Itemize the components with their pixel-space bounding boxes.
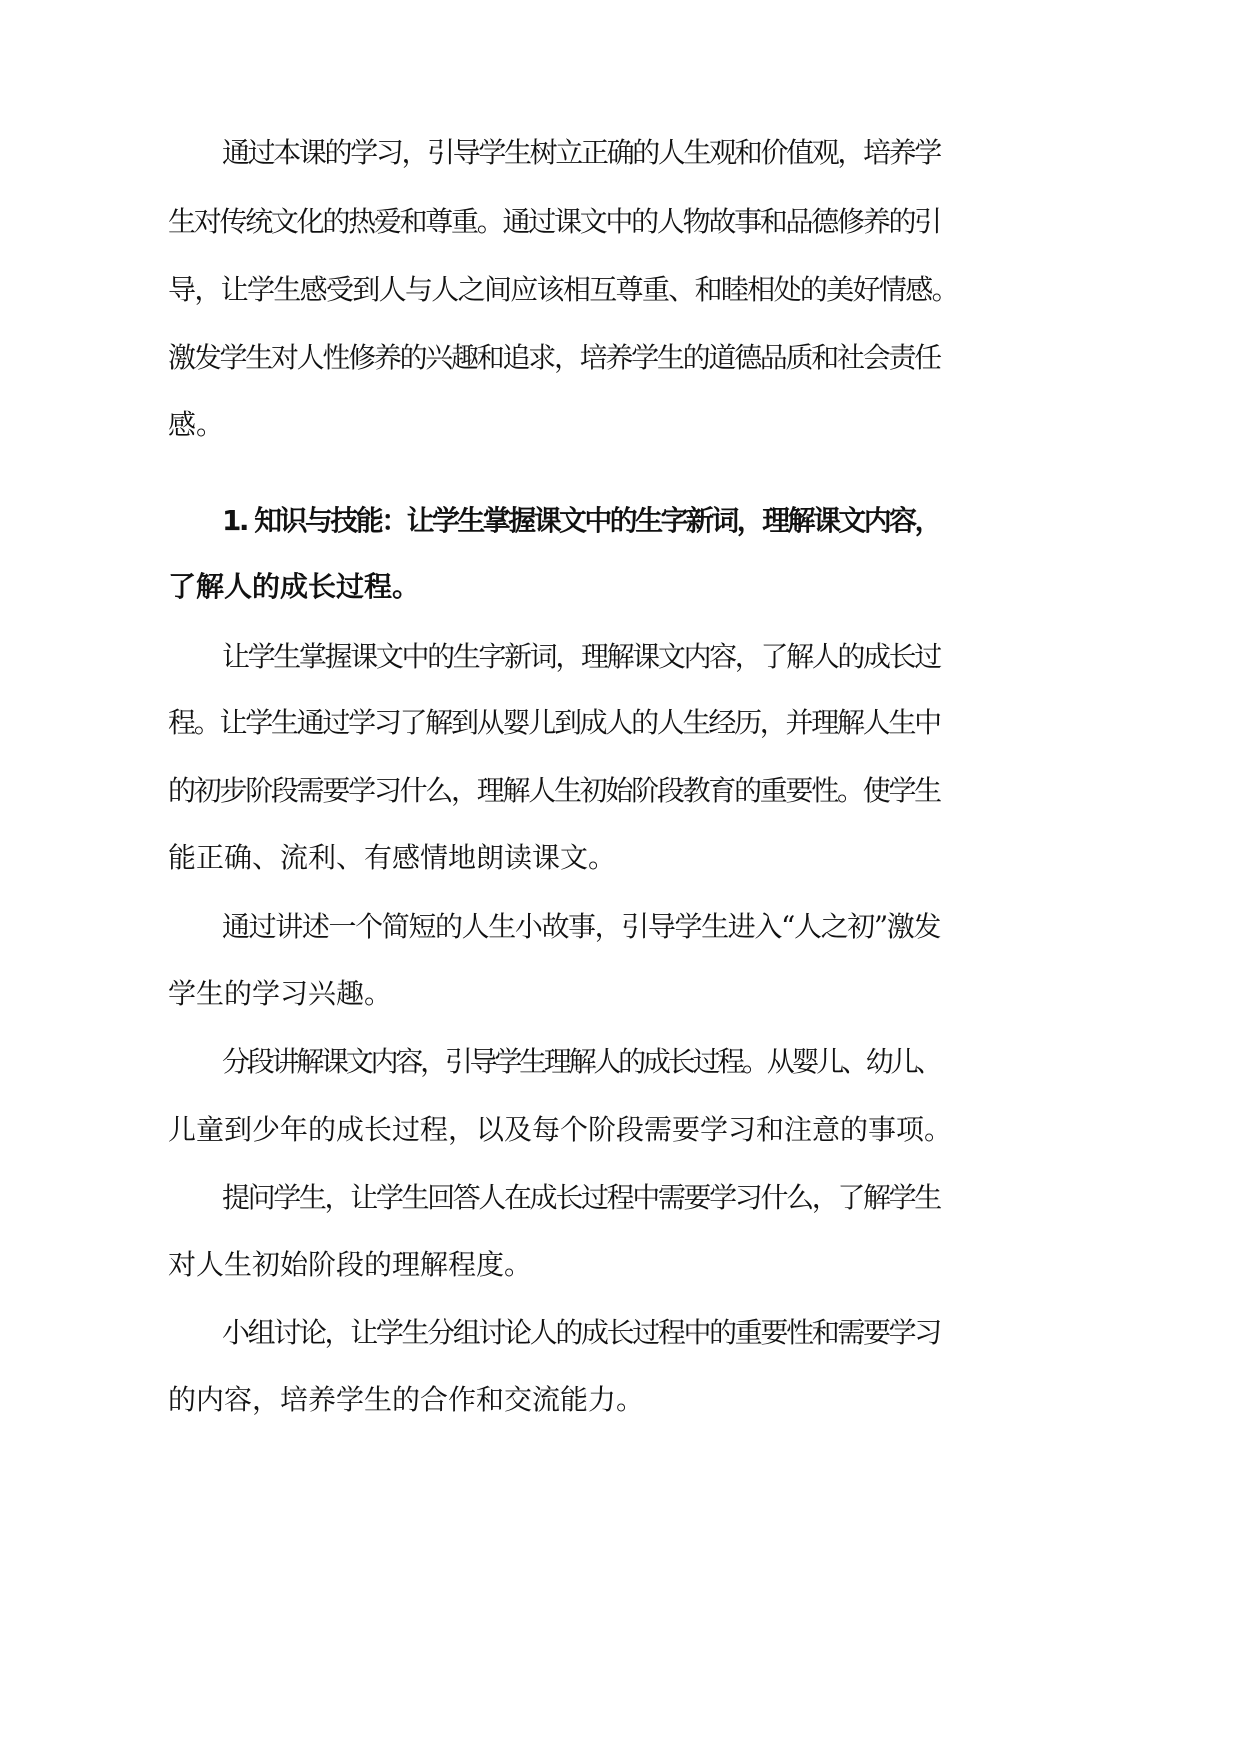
- text-line: 让学生掌握课文中的生字新词，理解课文内容，了解人的成长过: [222, 640, 940, 673]
- paragraph-line: [0, 1178, 1241, 1218]
- paragraph-line: [0, 1313, 1241, 1353]
- paragraph-line: [0, 270, 1241, 310]
- text-line: 通过讲述一个简短的人生小故事，引导学生进入“人之初”激发: [222, 910, 940, 943]
- text-line: 小组讨论，让学生分组讨论人的成长过程中的重要性和需要学习: [222, 1316, 940, 1349]
- section-heading-line: [0, 567, 1241, 607]
- text-line: 的初步阶段需要学习什么，理解人生初始阶段教育的重要性。使学生: [168, 774, 940, 807]
- paragraph-line: [0, 907, 1241, 947]
- paragraph-line: [0, 838, 1241, 878]
- text-line: 提问学生，让学生回答人在成长过程中需要学习什么，了解学生: [222, 1181, 940, 1214]
- text-line: 学生的学习兴趣。: [168, 977, 393, 1010]
- paragraph-line: [0, 1110, 1241, 1150]
- paragraph-line: [0, 1380, 1241, 1420]
- paragraph-line: [0, 1245, 1241, 1285]
- paragraph-line: [0, 703, 1241, 743]
- paragraph-line: [0, 405, 1241, 445]
- text-line: 生对传统文化的热爱和尊重。通过课文中的人物故事和品德修养的引: [168, 205, 940, 238]
- text-line: 感。: [168, 408, 225, 441]
- text-line: 对人生初始阶段的理解程度。: [168, 1248, 533, 1281]
- text-line: 儿童到少年的成长过程，以及每个阶段需要学习和注意的事项。: [168, 1113, 953, 1146]
- section-heading-line: [0, 501, 1241, 541]
- paragraph-line: [0, 338, 1241, 378]
- text-line: 通过本课的学习，引导学生树立正确的人生观和价值观，培养学: [222, 136, 940, 169]
- section-heading: 1. 知识与技能：让学生掌握课文中的生字新词，理解课文内容，: [222, 504, 940, 537]
- paragraph-line: [0, 202, 1241, 242]
- text-line: 的内容，培养学生的合作和交流能力。: [168, 1383, 645, 1416]
- section-heading: 了解人的成长过程。: [168, 570, 421, 603]
- paragraph-line: [0, 1042, 1241, 1082]
- paragraph-line: [0, 771, 1241, 811]
- text-line: 分段讲解课文内容，引导学生理解人的成长过程。从婴儿、幼儿、: [222, 1045, 941, 1078]
- text-line: 能正确、流利、有感情地朗读课文。: [168, 841, 617, 874]
- text-line: 程。让学生通过学习了解到从婴儿到成人的人生经历，并理解人生中: [168, 706, 940, 739]
- paragraph-line: [0, 637, 1241, 677]
- paragraph-line: [0, 974, 1241, 1014]
- text-line: 激发学生对人性修养的兴趣和追求，培养学生的道德品质和社会责任: [168, 341, 940, 374]
- text-line: 导，让学生感受到人与人之间应该相互尊重、和睦相处的美好情感。: [168, 273, 958, 306]
- paragraph-line: [0, 133, 1241, 173]
